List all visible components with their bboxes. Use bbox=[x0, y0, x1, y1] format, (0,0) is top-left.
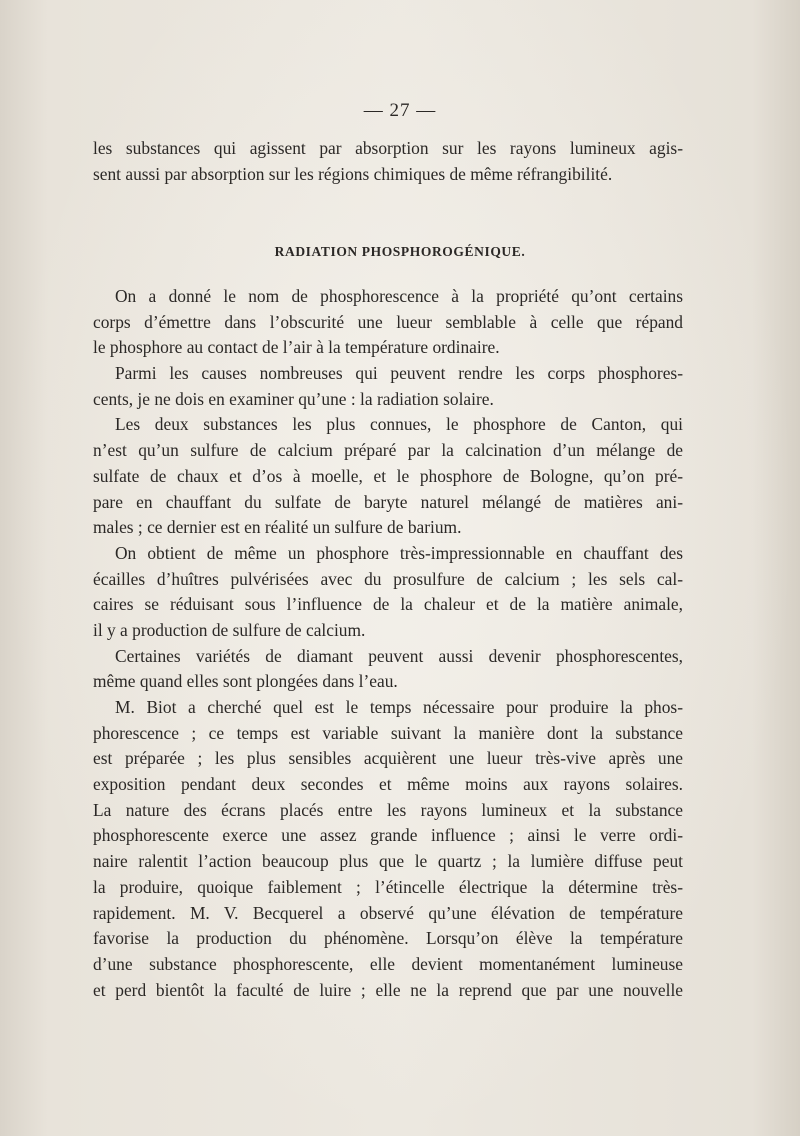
text-line: il y a production de sulfure de calcium. bbox=[93, 619, 366, 640]
intro-paragraph bbox=[93, 136, 683, 187]
text-line: le phosphore au contact de l’air à la température ordinaire. bbox=[93, 337, 500, 358]
text-line: la produire, quoique faiblement ; l’étincelle électrique la détermine très- bbox=[93, 876, 683, 897]
text-line: corps d’émettre dans l’obscurité une lueur semblable à celle que répand bbox=[93, 311, 683, 332]
text-line: phosphorescente exerce une assez grande influence ; ainsi le verre ordi- bbox=[93, 825, 683, 846]
text-line: favorise la production du phénomène. Lorsqu’on élève la température bbox=[93, 928, 683, 949]
text-line: écailles d’huîtres pulvérisées avec du prosulfure de calcium ; les sels cal- bbox=[93, 568, 683, 589]
text-line: sent aussi par absorption sur les régions chimiques de même réfrangibilité. bbox=[93, 163, 613, 184]
text-line: cents, je ne dois en examiner qu’une : la radiation solaire. bbox=[93, 388, 494, 409]
text-line: M. Biot a cherché quel est le temps nécessaire pour produire la phos- bbox=[115, 697, 683, 717]
text-line: males ; ce dernier est en réalité un sulfure de barium. bbox=[93, 517, 462, 538]
text-line: Certaines variétés de diamant peuvent aussi devenir phosphorescentes, bbox=[115, 645, 683, 666]
text-line: phorescence ; ce temps est variable suivant la manière dont la substance bbox=[93, 722, 683, 743]
text-line: La nature des écrans placés entre les rayons lumineux et la substance bbox=[93, 799, 683, 820]
section-body bbox=[93, 284, 683, 1003]
text-line: n’est qu’un sulfure de calcium préparé par la calcination d’un mélange de bbox=[93, 440, 683, 461]
text-line: même quand elles sont plongées dans l’eau. bbox=[93, 671, 398, 692]
page-number: — 27 — bbox=[363, 100, 437, 121]
text-line: pare en chauffant du sulfate de baryte naturel mélangé de matières ani- bbox=[93, 491, 683, 512]
text-line: rapidement. M. V. Becquerel a observé qu’une élévation de température bbox=[93, 902, 683, 923]
text-line: est préparée ; les plus sensibles acquièrent une lueur très-vive après une bbox=[93, 748, 683, 769]
text-line: naire ralentit l’action beaucoup plus que le quartz ; la lumière diffuse peut bbox=[93, 851, 683, 872]
text-line: sulfate de chaux et d’os à moelle, et le phosphore de Bologne, qu’on pré- bbox=[93, 465, 683, 486]
text-line: exposition pendant deux secondes et même moins aux rayons solaires. bbox=[93, 774, 683, 795]
text-line: Les deux substances les plus connues, le phosphore de Canton, qui bbox=[115, 414, 683, 435]
text-line: caires se réduisant sous l’influence de la chaleur et de la matière animale, bbox=[93, 594, 683, 615]
text-line: On a donné le nom de phosphorescence à la propriété qu’ont certains bbox=[115, 286, 683, 306]
text-line: les substances qui agissent par absorption sur les rayons lumineux agis- bbox=[93, 138, 683, 158]
text-line: d’une substance phosphorescente, elle devient momentanément lumineuse bbox=[93, 953, 683, 974]
text-line: On obtient de même un phosphore très-impressionnable en chauffant des bbox=[115, 542, 683, 563]
text-line: et perd bientôt la faculté de luire ; elle ne la reprend que par une nouvelle bbox=[93, 979, 683, 1000]
text-line: Parmi les causes nombreuses qui peuvent rendre les corps phosphores- bbox=[115, 363, 683, 384]
section-heading: RADIATION PHOSPHOROGÉNIQUE. bbox=[274, 244, 526, 259]
